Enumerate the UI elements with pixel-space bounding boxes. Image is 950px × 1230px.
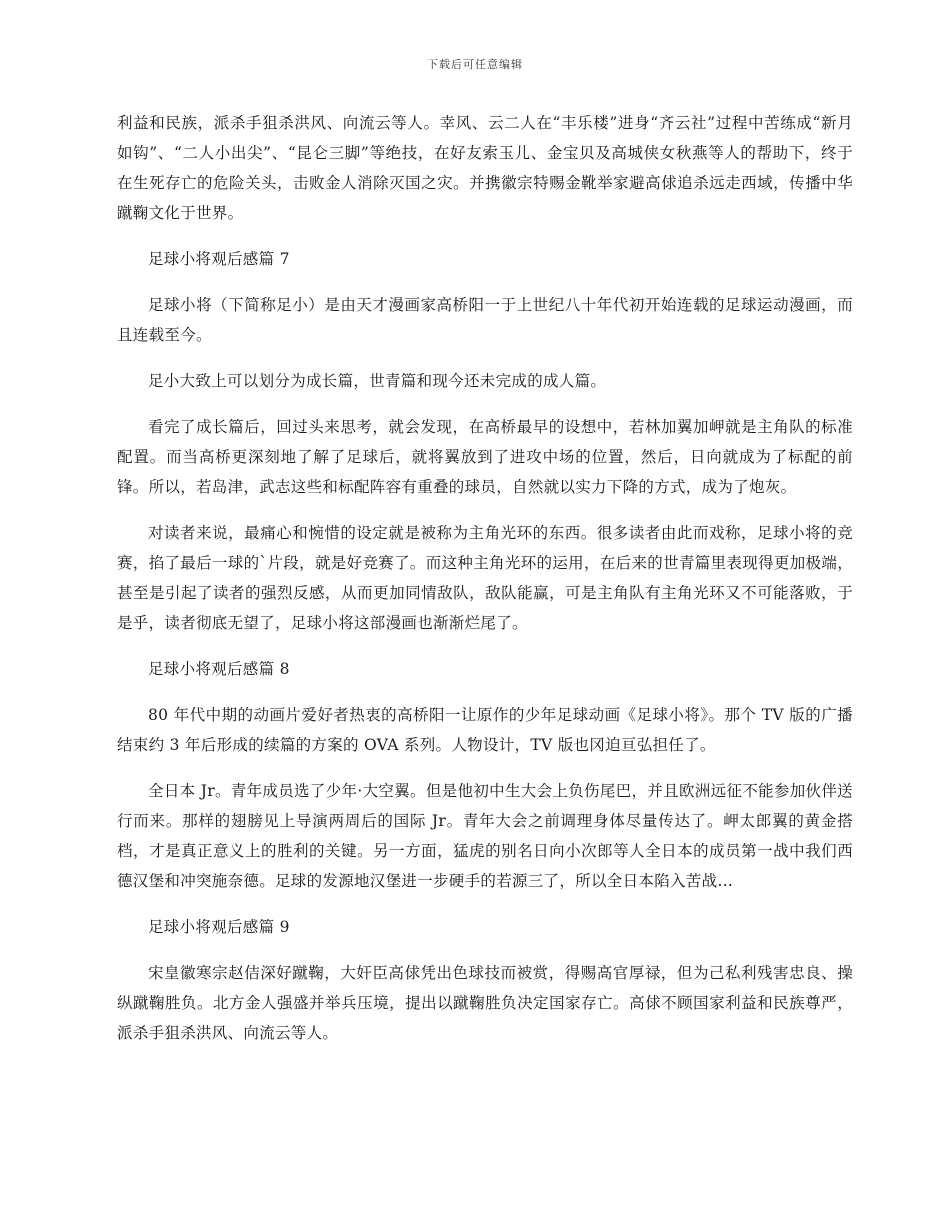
paragraph: 全日本 Jr。青年成员选了少年·大空翼。但是他初中生大会上负伤尾巴，并且欧洲远征不能参加伙伴送行而来。那样的翅膀见上导演两周后的国际 Jr。青年大会之前调理身体尽量传达了。岬太郎翼的黄金搭档，才是真正意义上的胜利的关键。另一方面，猛虎的别名日向小次郎等人全日本的成员第一战中我们西德汉堡和冲突施奈德。足球的发源地汉堡进一步硬手的若源三了，所以全日本陷入苦战…	[117, 782, 853, 890]
paragraph: 看完了成长篇后，回过头来思考，就会发现，在高桥最早的设想中，若林加翼加岬就是主角队的标准配置。而当高桥更深刻地了解了足球后，就将翼放到了进攻中场的位置，然后，日向就成为了标配的前锋。所以，若岛津，武志这些和标配阵容有重叠的球员，自然就以实力下降的方式，成为了炮灰。	[117, 418, 853, 496]
paragraph: 80 年代中期的动画片爱好者热衷的高桥阳一让原作的少年足球动画《足球小将》。那个 TV 版的广播结束约 3 年后形成的续篇的方案的 OVA 系列。人物设计，TV 版也冈迫亘弘担任了。	[117, 706, 853, 754]
paragraph: 对读者来说，最痛心和惋惜的设定就是被称为主角光环的东西。很多读者由此而戏称，足球小将的竞赛，掐了最后一球的`片段，就是好竞赛了。而这种主角光环的运用，在后来的世青篇里表现得更加极端，甚至是引起了读者的强烈反感，从而更加同情敌队，敌队能赢，可是主角队有主角光环又不可能落败，于是乎，读者彻底无望了，足球小将这部漫画也渐渐烂尾了。	[117, 524, 853, 632]
paragraph: 宋皇徽寒宗赵佶深好蹴鞠，大奸臣高俅凭出色球技而被赏，得赐高官厚禄，但为己私利残害忠良、操纵蹴鞠胜负。北方金人强盛并举兵压境，提出以蹴鞠胜负决定国家存亡。高俅不顾国家利益和民族尊严，派杀手狙杀洪风、向流云等人。	[117, 964, 853, 1042]
document-body	[117, 108, 853, 1064]
paragraph: 足小大致上可以划分为成长篇，世青篇和现今还未完成的成人篇。	[148, 372, 607, 390]
paragraph: 足球小将（下简称足小）是由天才漫画家高桥阳一于上世纪八十年代初开始连载的足球运动漫画，而且连载至今。	[117, 296, 853, 344]
section-heading: 足球小将观后感篇 8	[148, 660, 290, 678]
page-header: 下载后可任意编辑	[427, 58, 523, 71]
section-heading: 足球小将观后感篇 7	[148, 250, 290, 268]
paragraph: 利益和民族，派杀手狙杀洪风、向流云等人。幸风、云二人在“丰乐楼”进身“齐云社”过程中苦练成“新月如钩”、“二人小出尖”、“昆仑三脚”等绝技，在好友索玉儿、金宝贝及高城侠女秋燕等人的帮助下，终于在生死存亡的危险关头，击败金人消除灭国之灾。并携徽宗特赐金靴举家避高俅追杀远走西域，传播中华蹴鞠文化于世界。	[117, 114, 853, 222]
section-heading: 足球小将观后感篇 9	[148, 918, 290, 936]
